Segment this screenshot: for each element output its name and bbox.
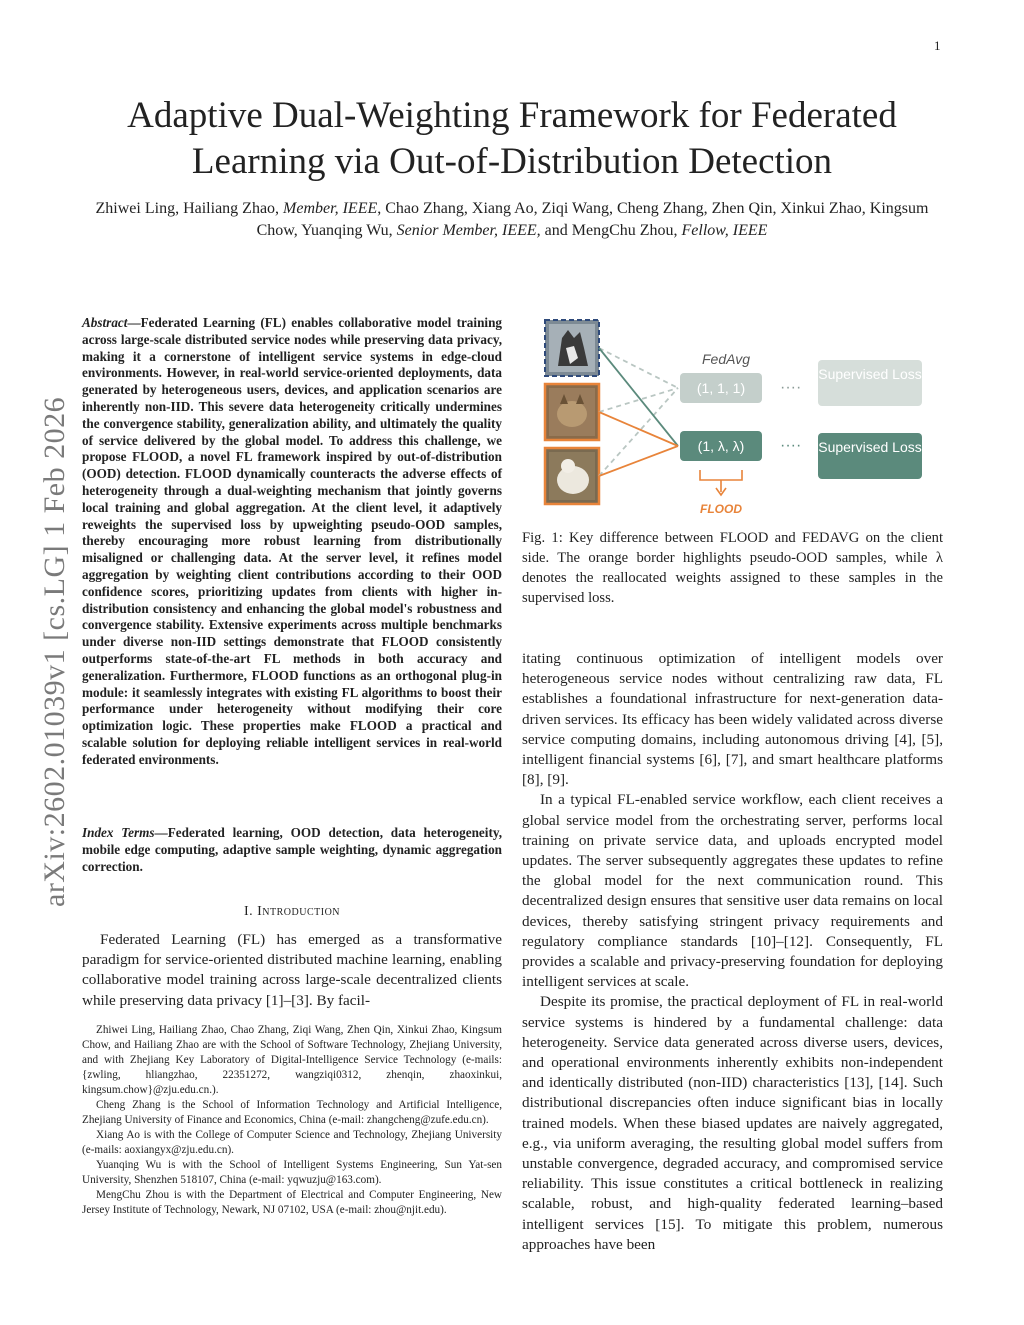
intro-paragraph <box>82 930 502 1011</box>
author-footnotes <box>82 1023 502 1218</box>
index-terms-lead: Index Terms <box>82 825 155 840</box>
footnote: Xiang Ao is with the College of Computer Science and Technology, Zhejiang University (e-mails: aoxiangyx@zju.edu.cn). <box>82 1129 502 1156</box>
supervised-loss-label-fedavg: Supervised Loss <box>818 366 922 382</box>
authors-role-2: Senior Member, IEEE, <box>396 222 541 239</box>
paragraph: itating continuous optimization of intelligent models over heterogeneous service nodes without centralizing raw data, FL establishes a foundational infrastructure for next-generation data-driven services. Its efficacy has been widely validated across diverse service computing domains, including autonomous driving [4], [5], intelligent financial systems [6], [7], and smart healthcare platforms [8], [9]. <box>522 650 943 789</box>
abstract-text: —Federated Learning (FL) enables collaborative model training across large-scale distributed service nodes while preserving data privacy, making it a cornerstone of intelligent service systems in edge-cloud environments. However, in real-world service-oriented deployments, data generated by heterogeneous users, devices, and application scenarios are inherently non-IID. This severe data heterogeneity critically undermines the convergence stability, generalization ability, and ultimately the quality of service delivered by the global model. To address this challenge, we propose FLOOD, a novel FL framework inspired by out-of-distribution (OOD) detection. FLOOD dynamically counteracts the adverse effects of heterogeneity through a dual-weighting mechanism that jointly governs local training and global aggregation. At the client level, it adaptively reweights the supervised loss by upweighting pseudo-OOD samples, thereby encouraging more robust learning from distributionally misaligned or challenging data. At the server level, it refines model aggregation by weighting client contributions according to their OOD confidence scores, prioritizing updates from clients with higher in-distribution consistency and enhancing the global model's robustness and convergence stability. Extensive experiments across multiple benchmarks under diverse non-IID settings demonstrate that FLOOD consistently outperforms state-of-the-art FL methods in both accuracy and generalization. Furthermore, FLOOD functions as an orthogonal plug-in module: it seamlessly integrates with existing FL algorithms to boost their performance under heterogeneity without modifying their core optimization logic. These properties make FLOOD a practical and scalable solution for deploying reliable intelligent services in real-world federated environments. <box>82 315 502 767</box>
section-heading <box>82 904 502 920</box>
right-column-text <box>522 649 943 1255</box>
flood-label: FLOOD <box>700 502 742 516</box>
authors-role-1: Member, IEEE <box>283 200 378 217</box>
section-title: Introduction <box>257 904 341 919</box>
footnote: Zhiwei Ling, Hailiang Zhao, Chao Zhang, Ziqi Wang, Zhen Qin, Xinkui Zhao, Kingsum Chow, and Hailiang Zhao are with the School of Software Technology, Zhejiang University, and with Zhejiang Key Laboratory of Digital-Intelligence Service Technology (e-mails: {zwling, hliangzhao, 22351272, wangziqi0312, zhenqin, zhaoxinkui, kingsum.chow}@zju.edu.cn.). <box>82 1024 502 1096</box>
authors-role-3: Fellow, IEEE <box>681 222 768 239</box>
flood-weights: (1, λ, λ) <box>697 438 745 454</box>
husky-image <box>545 320 599 376</box>
connection-lines <box>599 348 678 476</box>
paper-title: Adaptive Dual-Weighting Framework for Federated Learning via Out-of-Distribution Detection <box>127 95 897 182</box>
abstract-lead: Abstract <box>82 315 128 330</box>
dots-top: ···· <box>780 379 802 396</box>
author-list <box>80 198 944 242</box>
flood-bracket <box>700 470 742 480</box>
figure-1 <box>540 318 935 523</box>
intro-paragraph-text: Federated Learning (FL) has emerged as a transformative paradigm for service-oriented distributed machine learning, enabling collaborative model training across large-scale decentralized clients while preserving data privacy [1]–[3]. By facil- <box>82 931 502 1009</box>
footnote: Cheng Zhang is the School of Information Technology and Artificial Intelligence, Zhejiang University of Finance and Economics, China (e-mail: zhangcheng@zufe.edu.cn). <box>82 1099 502 1126</box>
footnote: MengChu Zhou is with the Department of Electrical and Computer Engineering, New Jersey Institute of Technology, Newark, NJ 07102, USA (e-mail: zhou@njit.edu). <box>82 1189 502 1216</box>
figure-1-diagram <box>540 318 935 523</box>
figure-caption: Fig. 1: Key difference between FLOOD and FEDAVG on the client side. The orange border highlights pseudo-OOD samples, while λ denotes the reallocated weights assigned to these samples in the supervised loss. <box>522 530 943 606</box>
authors-part-1: Zhiwei Ling, Hailiang Zhao, <box>95 200 284 217</box>
fedavg-weights: (1, 1, 1) <box>696 380 746 396</box>
fedavg-label: FedAvg <box>702 351 750 367</box>
paragraph: In a typical FL-enabled service workflow, each client receives a global service model from the orchestrating server, performs local training on private service data, and uploads encrypted model updates. The server subsequently aggregates these updates to refine the global model for the next communication round. This decentralized design ensures that sensitive user data remains on local devices, thereby satisfying stringent privacy requirements and regulatory compliance standards [10]–[12]. Consequently, FL provides a scalable and privacy-preserving foundation for deploying intelligent services at scale. <box>522 791 943 991</box>
dots-bottom: ···· <box>780 437 802 454</box>
arxiv-identifier: arXiv:2602.01039v1 [cs.LG] 1 Feb 2026 <box>38 396 71 907</box>
abstract <box>82 315 502 769</box>
supervised-loss-label-flood: Supervised Loss <box>818 439 922 455</box>
footnote: Yuanqing Wu is with the School of Intelligent Systems Engineering, Sun Yat-sen University, Shenzhen 518107, China (e-mail: yqwuzju@163.com). <box>82 1159 502 1186</box>
cat-image <box>545 384 599 440</box>
page-number: 1 <box>934 38 941 53</box>
authors-part-2: , Chao Zhang, Xiang Ao, Ziqi Wang, Cheng Zhang, Zhen Qin, Xinkui Zhao, Kingsum Chow, Yuanqing Wu, <box>256 200 929 239</box>
authors-part-3: and MengChu Zhou, <box>540 222 682 239</box>
polar-bear-image <box>545 448 599 504</box>
index-terms <box>82 825 502 875</box>
index-terms-text: —Federated learning, OOD detection, data heterogeneity, mobile edge computing, adaptive sample weighting, dynamic aggregation correction. <box>82 825 502 874</box>
paragraph: Despite its promise, the practical deployment of FL in real-world service systems is hindered by a fundamental challenge: data heterogeneity. Service data generated across diverse users, devices, and operational environments inherently exhibits non-independent and identically distributed (non-IID) characteristics [13], [14]. Such distributional discrepancies often induce significant bias in locally trained models. When these biased updates are naively aggregated, e.g., via uniform averaging, the resulting global model suffers from unstable convergence, degraded accuracy, and compromised service reliability. This issue constitutes a critical bottleneck in realizing scalable, robust, and high-quality federated learning–based intelligent services [15]. To mitigate this problem, numerous approaches have been <box>522 993 943 1253</box>
section-number: I. <box>243 904 254 919</box>
